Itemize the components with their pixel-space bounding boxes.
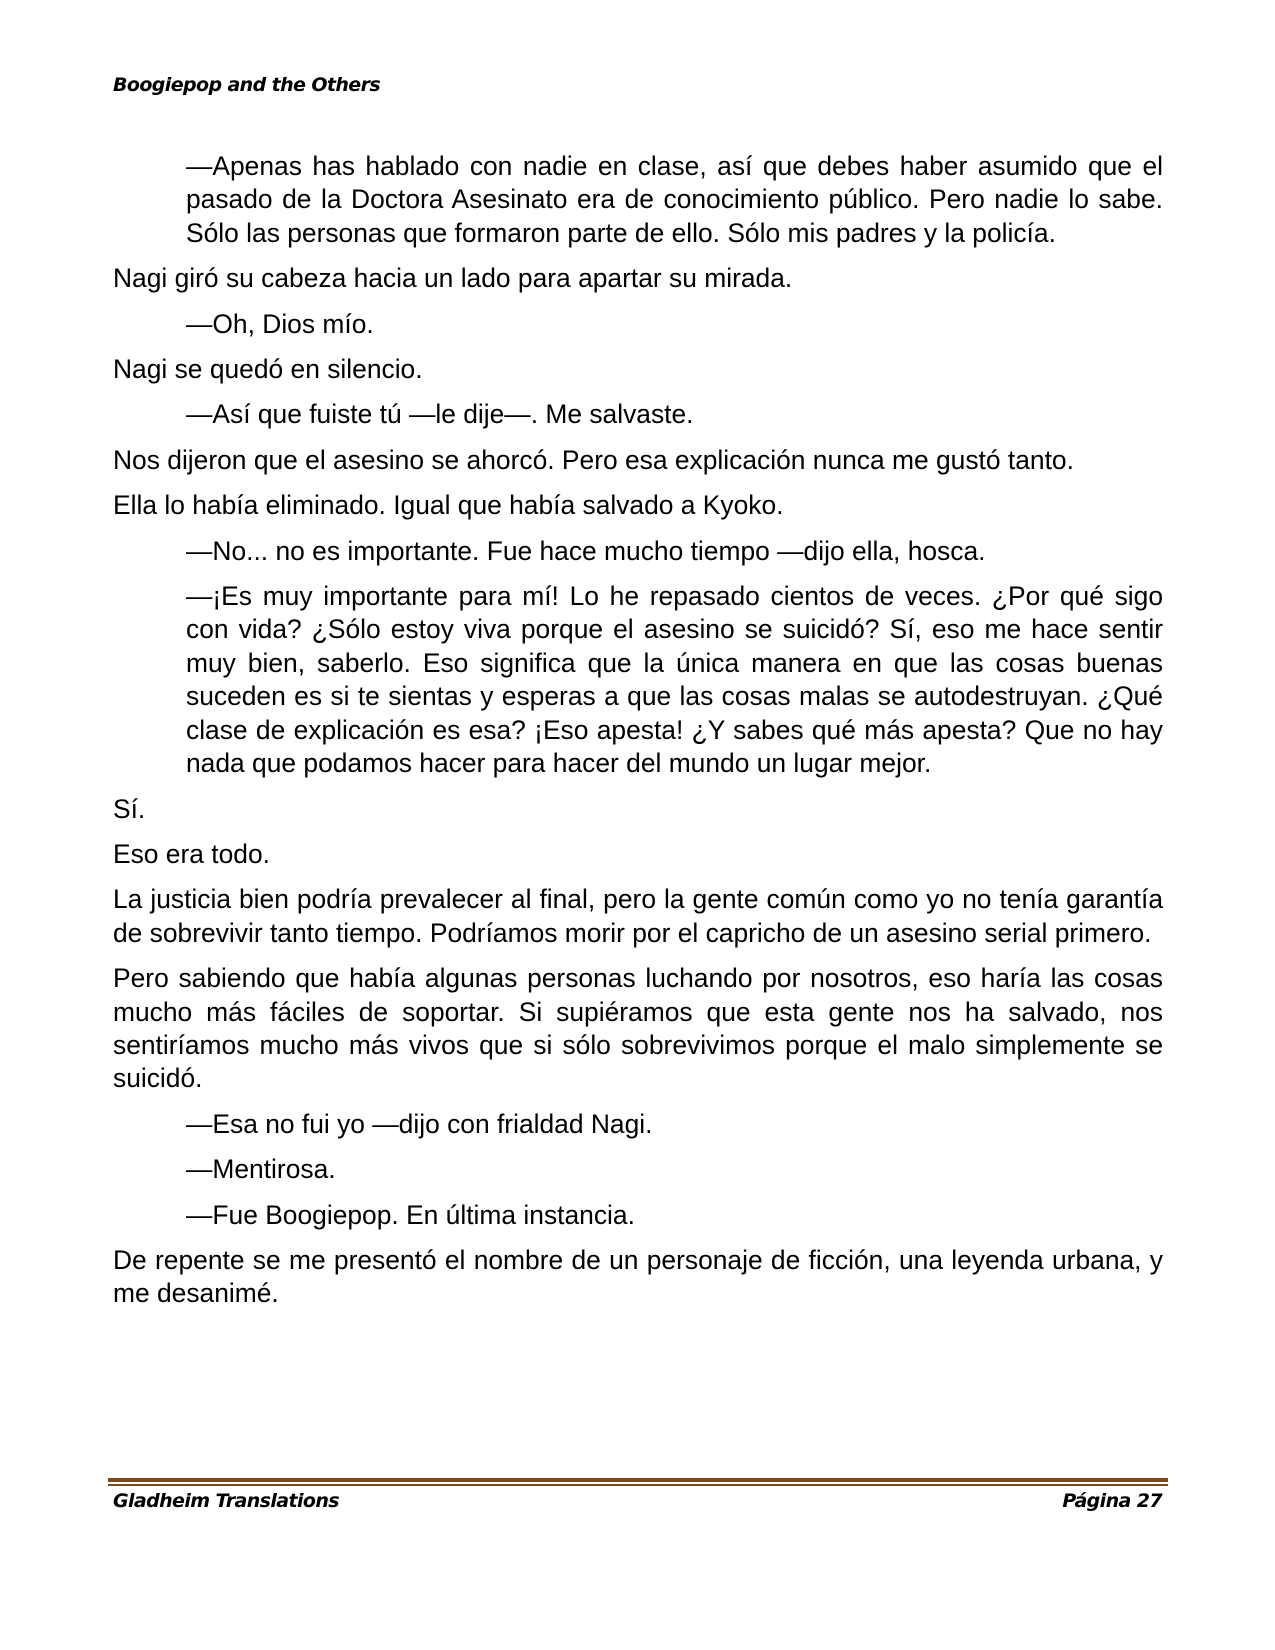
footer-divider-thick-line xyxy=(108,1478,1168,1482)
paragraph-narration: De repente se me presentó el nombre de un personaje de ficción, una leyenda urbana, y me desanimé. xyxy=(113,1244,1163,1309)
paragraph-dialogue: —Apenas has hablado con nadie en clase, así que debes haber asumido que el pasado de la Doctora Asesinato era de conocimiento público. Pero nadie lo sabe. Sólo las personas que formaron parte de ello. Sólo mis padres y la policía. xyxy=(186,151,1163,248)
paragraph-narration: Pero sabiendo que había algunas personas luchando por nosotros, eso haría las cosas mucho más fáciles de soportar. Si supiéramos que esta gente nos ha salvado, nos sentiríamos mucho más vivos que si sólo sobrevivimos porque el malo simplemente se suicidó. xyxy=(113,963,1163,1094)
paragraph-dialogue: —Así que fuiste tú —le dije—. Me salvaste. xyxy=(186,399,694,430)
paragraph-dialogue: —¡Es muy importante para mí! Lo he repasado cientos de veces. ¿Por qué sigo con vida? ¿Sólo estoy viva porque el asesino se suicidó? Sí, eso me hace sentir muy bien, saberlo. Eso significa que la única manera en que las cosas buenas suceden es si te sientas y esperas a que las cosas malas se autodestruyan. ¿Qué clase de explicación es esa? ¡Eso apesta! ¿Y sabes qué más apesta? Que no hay nada que podamos hacer para hacer del mundo un lugar mejor. xyxy=(186,581,1163,779)
paragraph-dialogue: —Mentirosa. xyxy=(186,1154,336,1185)
paragraph-narration: Sí. xyxy=(113,793,146,824)
paragraph-dialogue: —Oh, Dios mío. xyxy=(186,308,374,339)
paragraph-narration: Nos dijeron que el asesino se ahorcó. Pero esa explicación nunca me gustó tanto. xyxy=(113,444,1074,475)
footer-translator-credit: Gladheim Translations xyxy=(113,1490,339,1512)
footer-divider xyxy=(108,1478,1168,1487)
page-body xyxy=(113,150,1163,1323)
paragraph-narration: Nagi giró su cabeza hacia un lado para apartar su mirada. xyxy=(113,263,793,294)
paragraph-dialogue: —No... no es importante. Fue hace mucho tiempo —dijo ella, hosca. xyxy=(186,535,986,566)
paragraph-narration: Eso era todo. xyxy=(113,838,270,869)
paragraph-narration: Ella lo había eliminado. Igual que había salvado a Kyoko. xyxy=(113,490,784,521)
book-title: Boogiepop and the Others xyxy=(113,74,381,96)
paragraph-narration: Nagi se quedó en silencio. xyxy=(113,354,423,385)
footer-page-number: Página 27 xyxy=(1062,1490,1162,1512)
paragraph-dialogue: —Esa no fui yo —dijo con frialdad Nagi. xyxy=(186,1108,653,1139)
footer-divider-thin-line xyxy=(108,1484,1168,1486)
paragraph-narration: La justicia bien podría prevalecer al final, pero la gente común como yo no tenía garantía de sobrevivir tanto tiempo. Podríamos morir por el capricho de un asesino serial primero. xyxy=(113,884,1163,948)
paragraph-dialogue: —Fue Boogiepop. En última instancia. xyxy=(186,1199,635,1230)
